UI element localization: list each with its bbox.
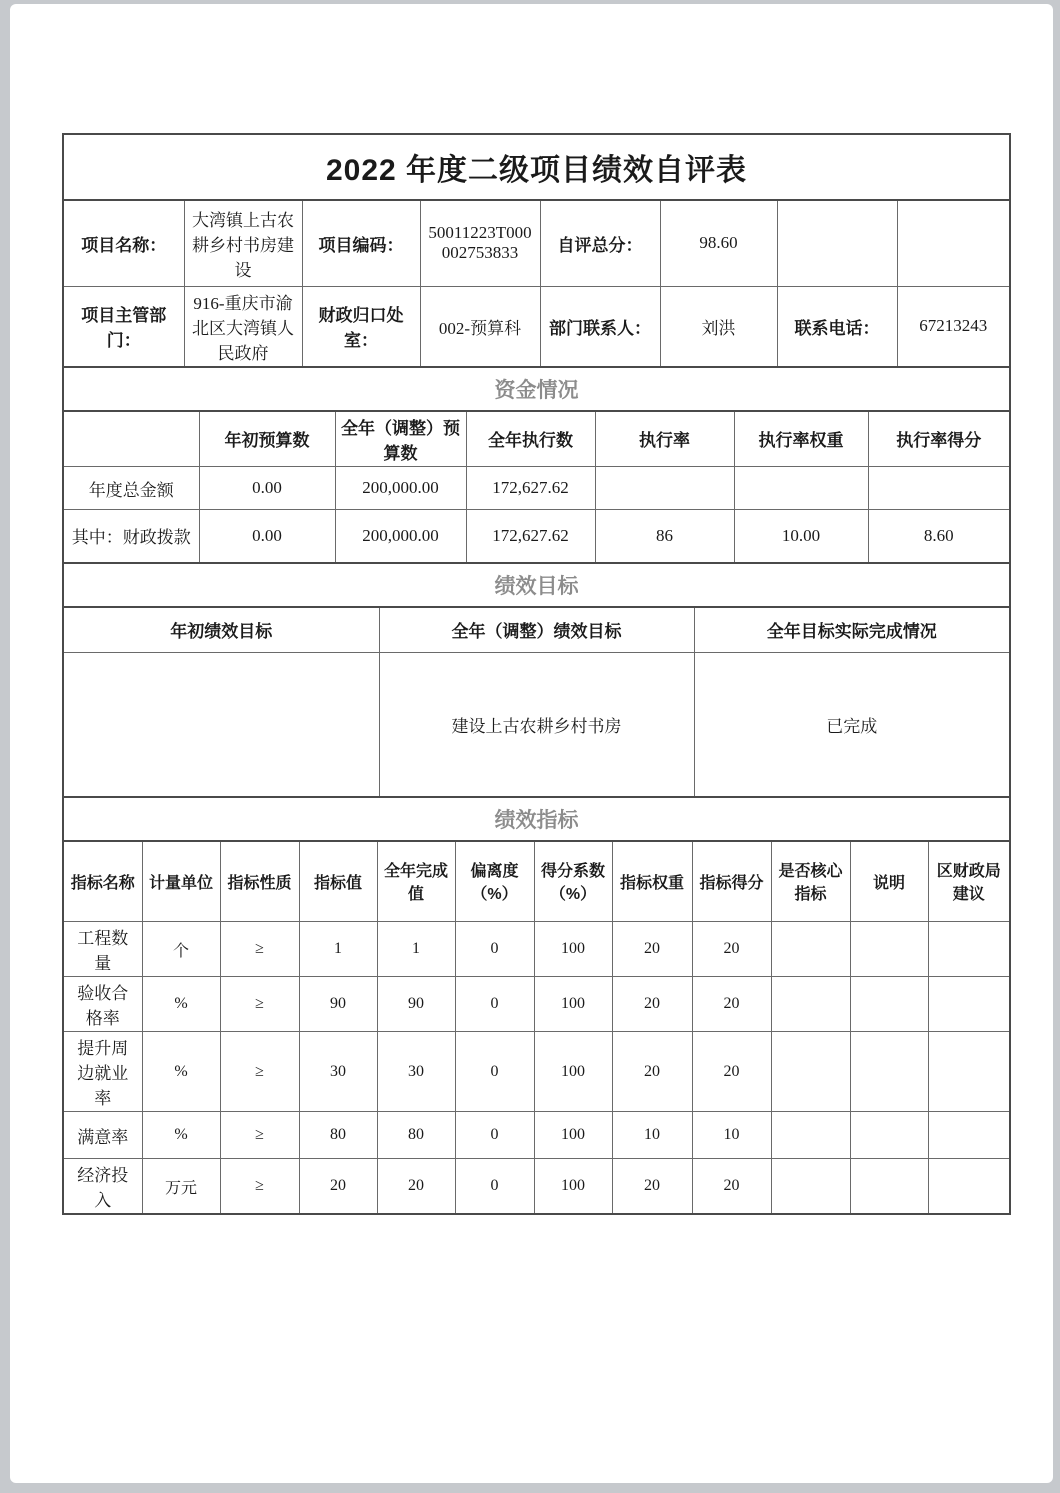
goals-table	[64, 608, 1009, 796]
funds-header-initial-budget: 年初预算数	[199, 412, 335, 467]
self-evaluation-form	[62, 133, 1011, 1215]
self-score-value: 98.60	[660, 201, 777, 286]
funds-table	[64, 412, 1009, 562]
ind-cell: 0	[455, 1112, 534, 1159]
ind-cell: 20	[692, 1032, 771, 1112]
ind-cell: 0	[455, 1032, 534, 1112]
ind-cell: 1	[299, 922, 377, 977]
funds-header-adjusted-budget: 全年（调整）预算数	[335, 412, 466, 467]
ind-cell	[771, 977, 850, 1032]
ind-name: 经济投入	[64, 1159, 142, 1214]
ind-cell	[928, 1112, 1009, 1159]
ind-cell: 20	[692, 922, 771, 977]
ind-cell: 0	[455, 922, 534, 977]
ind-header-core: 是否核心指标	[771, 842, 850, 922]
funds-cell	[734, 467, 868, 510]
ind-cell	[850, 977, 928, 1032]
section-title-goals: 绩效目标	[64, 562, 1009, 608]
ind-cell: 80	[299, 1112, 377, 1159]
ind-header-target: 指标值	[299, 842, 377, 922]
indicators-table	[64, 842, 1009, 1214]
ind-cell	[928, 977, 1009, 1032]
ind-cell: 20	[299, 1159, 377, 1214]
contact-value: 刘洪	[660, 286, 777, 366]
ind-cell: 20	[612, 922, 692, 977]
ind-header-note: 说明	[850, 842, 928, 922]
funds-cell: 0.00	[199, 510, 335, 562]
finance-office-value: 002-预算科	[420, 286, 540, 366]
department-label: 项目主管部门：	[64, 286, 184, 366]
goals-initial-value	[64, 653, 379, 796]
ind-cell	[771, 1112, 850, 1159]
ind-header-completed: 全年完成值	[377, 842, 455, 922]
funds-cell	[595, 467, 734, 510]
funds-cell: 86	[595, 510, 734, 562]
ind-cell: 0	[455, 1159, 534, 1214]
ind-header-deviation: 偏离度（%）	[455, 842, 534, 922]
funds-cell: 8.60	[868, 510, 1009, 562]
ind-header-nature: 指标性质	[220, 842, 299, 922]
ind-cell: ≥	[220, 922, 299, 977]
ind-cell: 80	[377, 1112, 455, 1159]
self-score-label: 自评总分：	[540, 201, 660, 286]
funds-cell	[868, 467, 1009, 510]
ind-cell	[850, 1159, 928, 1214]
ind-header-bureau-advice: 区财政局建议	[928, 842, 1009, 922]
table-row	[64, 977, 1009, 1032]
table-row	[64, 1159, 1009, 1214]
ind-header-weight: 指标权重	[612, 842, 692, 922]
section-title-funds: 资金情况	[64, 366, 1009, 412]
funds-row-label: 其中：财政拨款	[64, 510, 199, 562]
ind-header-score-coef: 得分系数（%）	[534, 842, 612, 922]
ind-cell	[850, 922, 928, 977]
ind-name: 满意率	[64, 1112, 142, 1159]
funds-header-execution-rate: 执行率	[595, 412, 734, 467]
goals-header-actual: 全年目标实际完成情况	[694, 608, 1009, 653]
goals-header-initial: 年初绩效目标	[64, 608, 379, 653]
section-title-indicators: 绩效指标	[64, 796, 1009, 842]
ind-name: 工程数量	[64, 922, 142, 977]
page-title: 2022 年度二级项目绩效自评表	[64, 135, 1009, 201]
ind-header-unit: 计量单位	[142, 842, 220, 922]
finance-office-label: 财政归口处室：	[302, 286, 420, 366]
ind-cell: 100	[534, 922, 612, 977]
table-row	[64, 510, 1009, 562]
goals-actual-value: 已完成	[694, 653, 1009, 796]
funds-cell: 200,000.00	[335, 510, 466, 562]
ind-cell: ≥	[220, 1112, 299, 1159]
table-row	[64, 1112, 1009, 1159]
ind-cell: 100	[534, 1032, 612, 1112]
empty-cell	[777, 201, 897, 286]
ind-cell: 0	[455, 977, 534, 1032]
project-name-value: 大湾镇上古农耕乡村书房建设	[184, 201, 302, 286]
goals-header-adjusted: 全年（调整）绩效目标	[379, 608, 694, 653]
phone-label: 联系电话：	[777, 286, 897, 366]
ind-cell: %	[142, 1112, 220, 1159]
table-row	[64, 467, 1009, 510]
ind-cell	[928, 1032, 1009, 1112]
funds-cell: 10.00	[734, 510, 868, 562]
table-row	[64, 412, 1009, 467]
ind-cell	[771, 1159, 850, 1214]
funds-header-blank	[64, 412, 199, 467]
ind-cell: %	[142, 977, 220, 1032]
department-value: 916-重庆市渝北区大湾镇人民政府	[184, 286, 302, 366]
project-code-label: 项目编码：	[302, 201, 420, 286]
ind-cell: %	[142, 1032, 220, 1112]
table-row	[64, 201, 1009, 286]
project-info-table	[64, 201, 1009, 366]
ind-cell: 90	[377, 977, 455, 1032]
ind-cell: 20	[377, 1159, 455, 1214]
ind-cell: 30	[377, 1032, 455, 1112]
funds-cell: 172,627.62	[466, 510, 595, 562]
document-page	[10, 4, 1053, 1483]
ind-cell: 20	[692, 977, 771, 1032]
ind-cell: 万元	[142, 1159, 220, 1214]
ind-cell: 100	[534, 1159, 612, 1214]
ind-cell	[771, 922, 850, 977]
ind-cell	[850, 1112, 928, 1159]
ind-name: 验收合格率	[64, 977, 142, 1032]
ind-cell: ≥	[220, 977, 299, 1032]
table-row	[64, 286, 1009, 366]
funds-cell: 172,627.62	[466, 467, 595, 510]
ind-cell	[928, 1159, 1009, 1214]
ind-cell: 90	[299, 977, 377, 1032]
ind-cell: 20	[612, 1159, 692, 1214]
funds-cell: 200,000.00	[335, 467, 466, 510]
ind-cell	[850, 1032, 928, 1112]
ind-cell: ≥	[220, 1159, 299, 1214]
project-name-label: 项目名称：	[64, 201, 184, 286]
ind-header-score: 指标得分	[692, 842, 771, 922]
ind-cell: 20	[612, 1032, 692, 1112]
ind-header-name: 指标名称	[64, 842, 142, 922]
table-row	[64, 922, 1009, 977]
ind-cell: 30	[299, 1032, 377, 1112]
empty-cell	[897, 201, 1009, 286]
ind-cell: 10	[612, 1112, 692, 1159]
funds-row-label: 年度总金额	[64, 467, 199, 510]
project-code-value: 50011223T000002753833	[420, 201, 540, 286]
ind-cell: 100	[534, 1112, 612, 1159]
ind-cell	[928, 922, 1009, 977]
ind-cell: 1	[377, 922, 455, 977]
table-row	[64, 842, 1009, 922]
table-row	[64, 653, 1009, 796]
ind-cell: 20	[612, 977, 692, 1032]
funds-header-rate-weight: 执行率权重	[734, 412, 868, 467]
ind-cell	[771, 1032, 850, 1112]
table-row	[64, 1032, 1009, 1112]
ind-cell: 20	[692, 1159, 771, 1214]
funds-header-executed: 全年执行数	[466, 412, 595, 467]
ind-cell: 100	[534, 977, 612, 1032]
contact-label: 部门联系人：	[540, 286, 660, 366]
ind-cell: 个	[142, 922, 220, 977]
ind-name: 提升周边就业率	[64, 1032, 142, 1112]
ind-cell: 10	[692, 1112, 771, 1159]
phone-value: 67213243	[897, 286, 1009, 366]
goals-adjusted-value: 建设上古农耕乡村书房	[379, 653, 694, 796]
funds-cell: 0.00	[199, 467, 335, 510]
table-row	[64, 608, 1009, 653]
funds-header-rate-score: 执行率得分	[868, 412, 1009, 467]
ind-cell: ≥	[220, 1032, 299, 1112]
